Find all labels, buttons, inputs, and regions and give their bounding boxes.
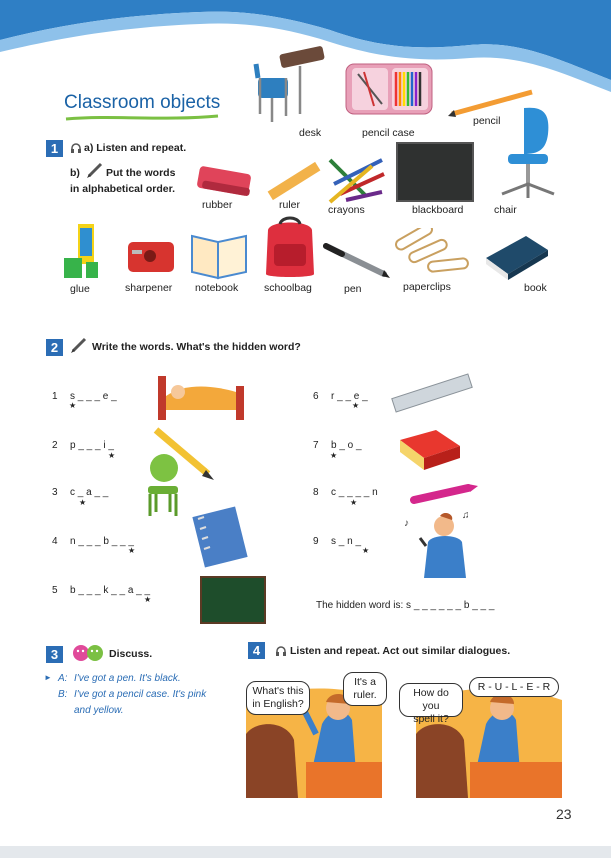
item-6-pattern: r _ _ e _ bbox=[331, 391, 368, 402]
bubble-2-line-1: It's a bbox=[354, 676, 376, 688]
notebook-icon bbox=[188, 230, 250, 280]
arrow-icon: ► bbox=[44, 673, 52, 682]
dialogue-b-text-1: I've got a pencil case. It's pink bbox=[74, 689, 207, 700]
item-5-pattern: b _ _ _ k _ _ a _ _ bbox=[70, 585, 151, 596]
blackboard-icon bbox=[396, 142, 474, 202]
item-6-number: 6 bbox=[313, 391, 319, 402]
item-1-number: 1 bbox=[52, 391, 58, 402]
bottom-bar bbox=[0, 846, 611, 858]
singer-icon bbox=[400, 508, 480, 578]
dialogue-b-text-2: and yellow. bbox=[74, 705, 124, 716]
exercise-4-number: 4 bbox=[248, 642, 265, 659]
hidden-word: The hidden word is: s _ _ _ _ _ _ b _ _ _ bbox=[316, 600, 495, 611]
item-7-pattern: b _ o _ bbox=[331, 440, 362, 451]
bubble-3-line-1: How do you bbox=[413, 687, 449, 712]
glue-icon bbox=[62, 222, 104, 282]
blackboard-icon bbox=[200, 576, 266, 624]
item-5-number: 5 bbox=[52, 585, 58, 596]
label-schoolbag: schoolbag bbox=[264, 282, 312, 294]
star-icon: ★ bbox=[108, 451, 116, 460]
speech-bubble-3 bbox=[399, 683, 463, 725]
book-icon bbox=[396, 426, 464, 474]
label-chair: chair bbox=[494, 204, 517, 216]
star-icon: ★ bbox=[362, 546, 370, 555]
item-7-number: 7 bbox=[313, 440, 319, 451]
bubble-1-line-1: What's this bbox=[252, 685, 304, 697]
page-number: 23 bbox=[556, 806, 572, 822]
svg-text:♫: ♫ bbox=[462, 510, 470, 521]
schoolbag-icon bbox=[260, 216, 320, 280]
crayon-icon bbox=[410, 480, 480, 508]
label-ruler: ruler bbox=[279, 199, 301, 211]
ruler-icon bbox=[388, 370, 474, 416]
sharpener-icon bbox=[126, 240, 176, 276]
ruler-icon bbox=[262, 160, 322, 204]
star-icon: ★ bbox=[79, 498, 87, 507]
exercise-3-number: 3 bbox=[46, 646, 63, 663]
bubble-2-line-2: ruler. bbox=[353, 689, 377, 701]
pen-icon bbox=[322, 240, 392, 280]
star-icon: ★ bbox=[128, 546, 136, 555]
item-9-pattern: s _ n _ bbox=[331, 536, 362, 547]
chair-icon bbox=[142, 452, 182, 518]
label-blackboard: blackboard bbox=[412, 204, 464, 216]
star-icon: ★ bbox=[352, 401, 360, 410]
label-desk: desk bbox=[299, 127, 322, 139]
label-sharpener: sharpener bbox=[125, 282, 173, 294]
pen-write-icon bbox=[70, 336, 88, 354]
book-icon bbox=[484, 232, 550, 282]
item-8-pattern: c _ _ _ _ n bbox=[331, 487, 378, 498]
exercise-1-number: 1 bbox=[46, 140, 63, 157]
label-book: book bbox=[524, 282, 547, 294]
pencil-case-icon bbox=[344, 60, 434, 118]
exercise-2-instruction: Write the words. What's the hidden word? bbox=[92, 341, 301, 353]
item-4-pattern: n _ _ _ b _ _ _ bbox=[70, 536, 134, 547]
label-pencil-case: pencil case bbox=[362, 127, 415, 139]
label-notebook: notebook bbox=[195, 282, 239, 294]
exercise-4-instruction: Listen and repeat. Act out similar dialogues. bbox=[290, 645, 511, 657]
exercise-1b-label: b) bbox=[70, 167, 80, 179]
bed-icon bbox=[156, 372, 246, 422]
speech-bubble-4: R - U - L - E - R bbox=[469, 677, 559, 697]
dialogue-a-label: A: bbox=[58, 673, 68, 684]
label-paperclips: paperclips bbox=[403, 281, 451, 293]
bubble-3-line-2: spell it? bbox=[413, 713, 449, 725]
label-pen: pen bbox=[344, 283, 362, 295]
exercise-3-instruction: Discuss. bbox=[109, 648, 153, 660]
dialogue-a-text: I've got a pen. It's black. bbox=[74, 673, 181, 684]
label-glue: glue bbox=[70, 283, 90, 295]
exercise-1b-instruction-2: in alphabetical order. bbox=[70, 183, 176, 195]
item-9-number: 9 bbox=[313, 536, 319, 547]
label-crayons: crayons bbox=[328, 204, 365, 216]
speech-bubble-2 bbox=[343, 672, 387, 706]
exercise-1a-instruction: a) Listen and repeat. bbox=[84, 142, 187, 154]
item-3-pattern: c _ a _ _ bbox=[70, 487, 109, 498]
paperclips-icon bbox=[388, 228, 474, 280]
star-icon: ★ bbox=[350, 498, 358, 507]
label-rubber: rubber bbox=[202, 199, 233, 211]
headphones-icon bbox=[70, 142, 82, 154]
desk-icon bbox=[250, 44, 330, 124]
item-2-pattern: p _ _ _ i _ bbox=[70, 440, 114, 451]
headphones-icon bbox=[275, 645, 287, 657]
page-title: Classroom objects bbox=[64, 92, 221, 113]
label-pencil: pencil bbox=[473, 115, 501, 127]
star-icon: ★ bbox=[330, 451, 338, 460]
discuss-faces-icon bbox=[72, 644, 104, 662]
chair-icon bbox=[494, 104, 558, 200]
notebook-icon bbox=[190, 505, 248, 569]
exercise-2-number: 2 bbox=[46, 339, 63, 356]
pen-write-icon bbox=[86, 161, 104, 179]
star-icon: ★ bbox=[144, 595, 152, 604]
title-underline bbox=[64, 114, 220, 122]
rubber-icon bbox=[192, 164, 256, 200]
item-4-number: 4 bbox=[52, 536, 58, 547]
item-8-number: 8 bbox=[313, 487, 319, 498]
exercise-1b-instruction-1: Put the words bbox=[106, 167, 176, 179]
speech-bubble-1 bbox=[246, 681, 310, 715]
dialogue-b-label: B: bbox=[58, 689, 68, 700]
svg-text:♪: ♪ bbox=[404, 518, 409, 529]
star-icon: ★ bbox=[69, 401, 77, 410]
crayons-icon bbox=[326, 156, 388, 206]
item-1-pattern: s _ _ _ e _ bbox=[70, 391, 117, 402]
item-3-number: 3 bbox=[52, 487, 58, 498]
item-2-number: 2 bbox=[52, 440, 58, 451]
bubble-1-line-2: in English? bbox=[252, 698, 304, 710]
